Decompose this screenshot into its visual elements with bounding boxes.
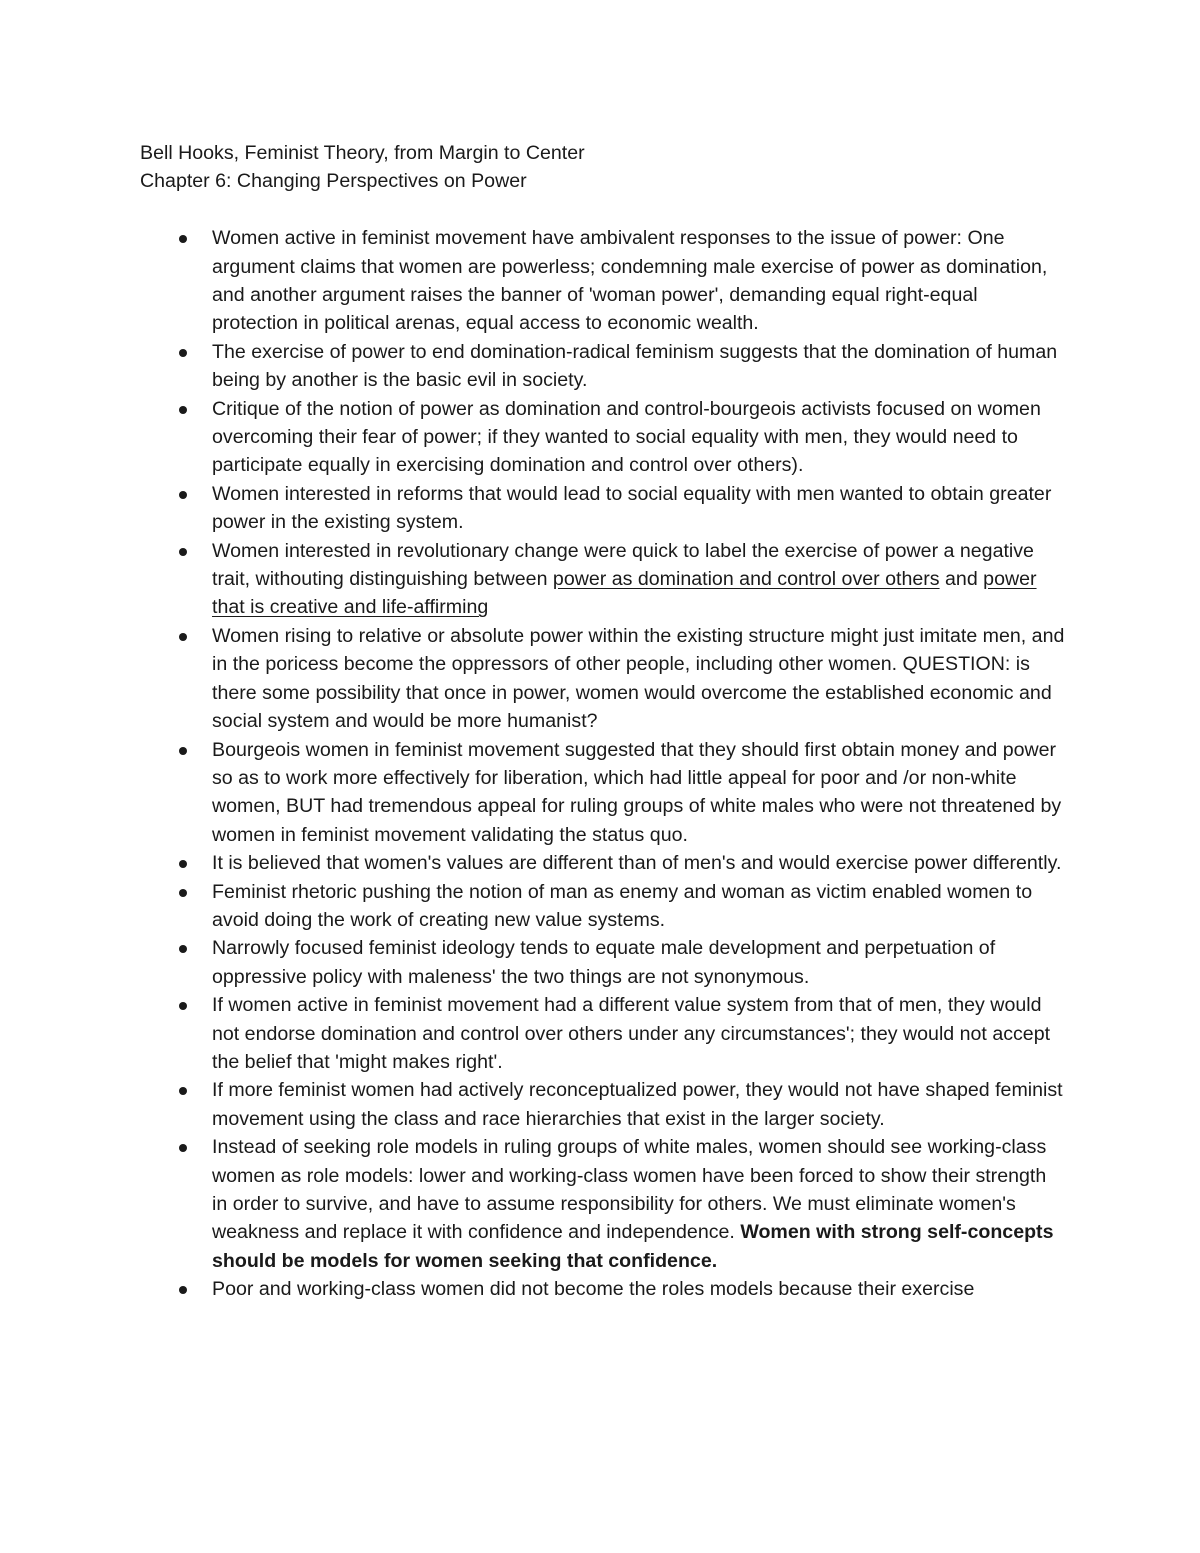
list-item bbox=[140, 1275, 1065, 1303]
bullet-dot-icon bbox=[179, 889, 187, 897]
list-item bbox=[140, 878, 1065, 935]
blank-line bbox=[140, 196, 1065, 224]
list-item-text: Women rising to relative or absolute power within the existing structure might just imitate men, and in the poricess become the oppressors of other people, including other women. QUESTION: is there some possibility that once in power, women would overcome the established economic and social system and would be more humanist? bbox=[212, 624, 1065, 733]
list-item-text: Narrowly focused feminist ideology tends to equate male development and perpetuation of oppressive policy with maleness' the two things are not synonymous. bbox=[212, 937, 996, 988]
document-body bbox=[140, 139, 1065, 1304]
list-item bbox=[140, 849, 1065, 877]
list-item-text: Poor and working-class women did not become the roles models because their exercise bbox=[212, 1278, 975, 1301]
bullet-dot-icon bbox=[179, 548, 187, 556]
list-item-text: Women interested in reforms that would lead to social equality with men wanted to obtain greater power in the existing system. bbox=[212, 482, 1052, 534]
underlined-phrase-domination: power as domination and control over others bbox=[552, 568, 940, 591]
list-item bbox=[140, 537, 1065, 622]
chapter-title: Chapter 6: Changing Perspectives on Power bbox=[140, 170, 527, 193]
list-item-text: It is believed that women's values are different than of men's and would exercise power differently. bbox=[212, 852, 1062, 875]
document-title: Bell Hooks, Feminist Theory, from Margin to Center bbox=[140, 142, 585, 164]
list-item-text: The exercise of power to end domination-radical feminism suggests that the domination of human being by another is the basic evil in society. bbox=[212, 340, 1058, 392]
list-item bbox=[140, 480, 1065, 537]
list-item bbox=[140, 991, 1065, 1076]
list-item bbox=[140, 622, 1065, 736]
bullet-dot-icon bbox=[179, 1002, 187, 1010]
list-item-text: Women interested in revolutionary change were quick to label the exercise of power a negative trait, withouting distinguishing between bbox=[212, 539, 1034, 591]
bullet-dot-icon bbox=[179, 349, 187, 357]
bullet-dot-icon bbox=[179, 235, 187, 243]
bullet-list bbox=[140, 224, 1065, 1303]
list-item-text: Critique of the notion of power as domination and control-bourgeois activists focused on women overcoming their fear of power; if they wanted to social equality with men, they would need to participate equally in exercising domination and control over others). bbox=[212, 397, 1041, 477]
list-item-text: If women active in feminist movement had a different value system from that of men, they would not endorse domination and control over others under any circumstances'; they would not accept the belief that 'might makes right'. bbox=[212, 994, 1051, 1073]
bullet-dot-icon bbox=[179, 860, 187, 868]
list-item-text: Feminist rhetoric pushing the notion of man as enemy and woman as victim enabled women to avoid doing the work of creating new value systems. bbox=[212, 880, 1033, 931]
list-item bbox=[140, 934, 1065, 991]
list-item-text: Women active in feminist movement have ambivalent responses to the issue of power: One argument claims that women are powerless; condemning male exercise of power as domination, and another argument raises the banner of 'woman power', demanding equal right-equal protection in political arenas, equal access to economic wealth. bbox=[212, 227, 1048, 335]
bullet-dot-icon bbox=[179, 1144, 187, 1152]
list-item bbox=[140, 1133, 1065, 1275]
list-item bbox=[140, 736, 1065, 850]
bullet-dot-icon bbox=[179, 1087, 187, 1095]
list-item bbox=[140, 1076, 1065, 1133]
list-item bbox=[140, 338, 1065, 395]
list-item-text: Instead of seeking role models in ruling groups of white males, women should see working-class women as role models: lower and working-class women have been forced to show their strength in order to survive, and have to assume responsibility for others. We must eliminate women's weakness and replace it with confidence and independence. bbox=[212, 1136, 1047, 1244]
list-item bbox=[140, 395, 1065, 480]
bullet-dot-icon bbox=[179, 1286, 187, 1294]
bullet-dot-icon bbox=[179, 491, 187, 499]
bullet-dot-icon bbox=[179, 406, 187, 414]
bullet-dot-icon bbox=[179, 945, 187, 953]
bold-emphasis-text: Women with strong self-concepts should be models for women seeking that confidence. bbox=[212, 1221, 1054, 1272]
bullet-dot-icon bbox=[179, 633, 187, 641]
underlined-phrase-creative: power that is creative and life-affirming bbox=[212, 568, 1037, 619]
bullet-dot-icon bbox=[179, 747, 187, 755]
list-item-text-connector: and bbox=[939, 568, 984, 591]
list-item bbox=[140, 224, 1065, 338]
list-item-text: If more feminist women had actively reconceptualized power, they would not have shaped feminist movement using the class and race hierarchies that exist in the larger society. bbox=[212, 1079, 1063, 1130]
list-item-text: Bourgeois women in feminist movement suggested that they should first obtain money and power so as to work more effectively for liberation, which had little appeal for poor and /or non-white women, BUT had tremendous appeal for ruling groups of white males who were not threatened by women in feminist movement validating the status quo. bbox=[212, 738, 1062, 846]
